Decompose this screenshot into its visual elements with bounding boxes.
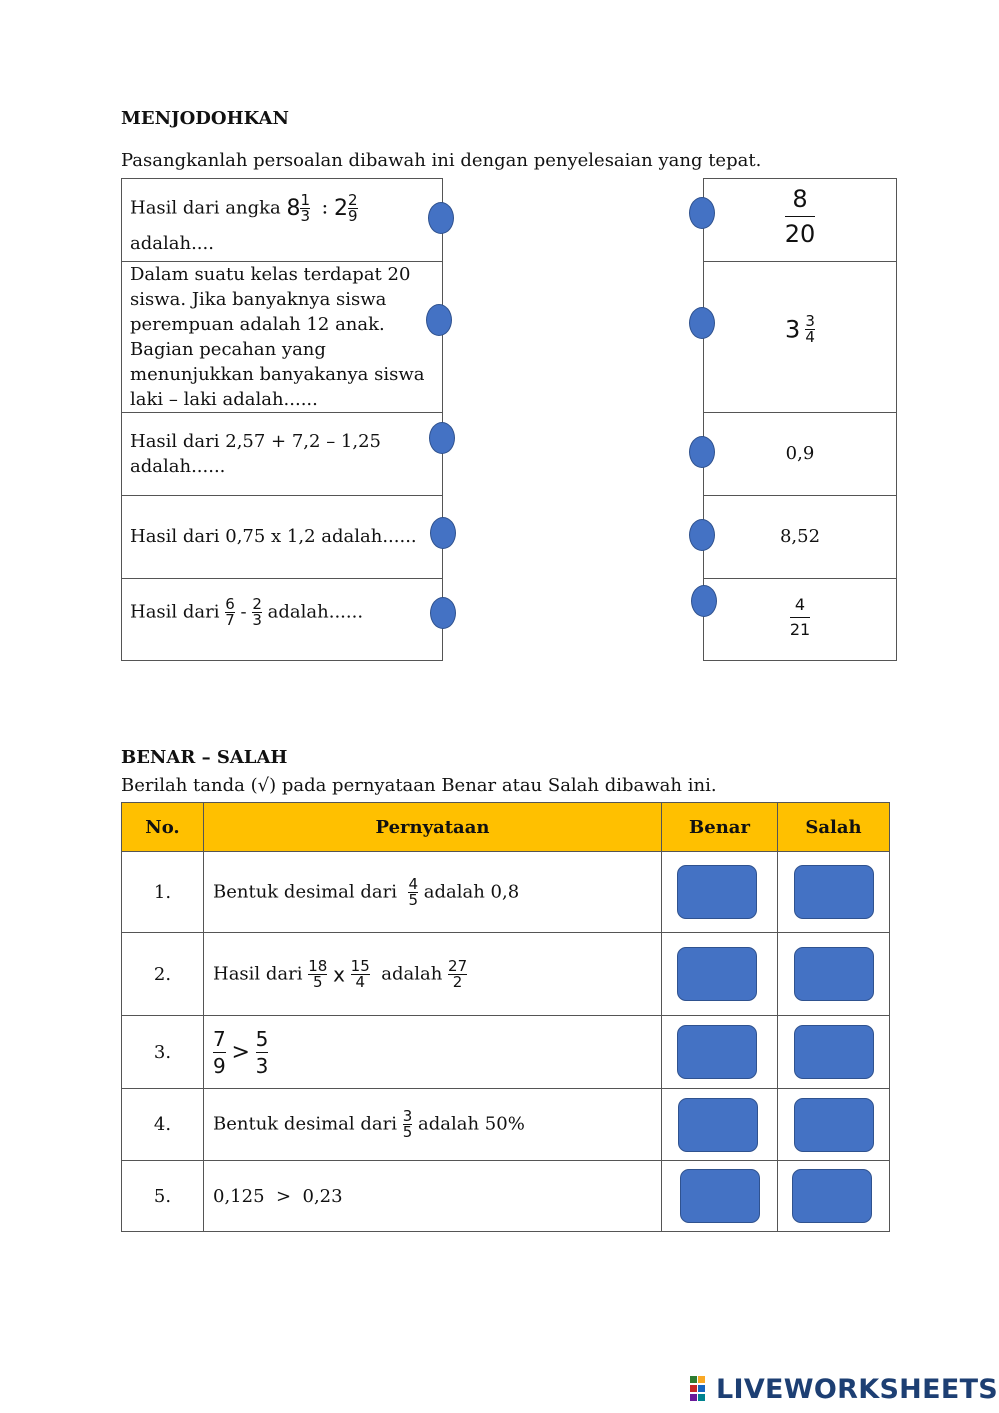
table-row [122, 1161, 890, 1232]
table-row [122, 933, 890, 1016]
header-statement: Pernyataan [204, 803, 662, 852]
question-4-text: Hasil dari 0,75 x 1,2 adalah...... [130, 526, 417, 547]
matching-instruction: Pasangkanlah persoalan dibawah ini dengan penyelesaian yang tepat. [121, 150, 762, 171]
question-5-minus: - [240, 601, 247, 623]
question-5-prefix: Hasil dari [130, 601, 220, 623]
liveworksheets-logo-icon [690, 1376, 714, 1402]
answer-box-4 [703, 495, 897, 579]
question-3-text: Hasil dari 2,57 + 7,2 – 1,25 adalah...... [130, 431, 381, 477]
question-1-prefix: Hasil dari angka [130, 197, 281, 219]
match-dot-right-2[interactable] [689, 307, 715, 339]
question-box-3 [121, 412, 443, 496]
answer-3-text: 0,9 [785, 443, 815, 464]
true-cell [662, 1089, 778, 1161]
question-5-fraction-2: $\frac{2}{3}$ [252, 595, 262, 629]
header-false: Salah [778, 803, 890, 852]
table-row [122, 1016, 890, 1089]
match-dot-left-4[interactable] [430, 517, 456, 549]
false-cell [778, 1089, 890, 1161]
row-statement: Bentuk desimal dari $\frac{4}{5}$ adalah 0,8 [204, 852, 662, 933]
row-number: 2. [122, 933, 204, 1016]
checkbox-false-1[interactable] [794, 865, 874, 919]
question-5-suffix: adalah...... [267, 601, 364, 623]
false-cell [778, 1161, 890, 1232]
question-2-text: Dalam suatu kelas terdapat 20 siswa. Jika banyaknya siswa perempuan adalah 12 anak. Bagian pecahan yang menunjukkan banyakanya siswa laki – laki adalah...... [130, 264, 425, 410]
match-dot-right-1[interactable] [689, 197, 715, 229]
row-statement: $\frac{7}{9}$ > $\frac{5}{3}$ [204, 1016, 662, 1089]
question-1-divide: : [321, 194, 329, 219]
row-number: 5. [122, 1161, 204, 1232]
true-cell [662, 852, 778, 933]
answer-2-whole: 3 [785, 315, 801, 344]
match-dot-right-4[interactable] [689, 519, 715, 551]
match-dot-left-5[interactable] [430, 597, 456, 629]
question-box-5 [121, 578, 443, 661]
question-5-fraction-1: $\frac{6}{7}$ [225, 595, 235, 629]
checkbox-true-4[interactable] [678, 1098, 758, 1152]
row-statement: 0,125 > 0,23 [204, 1161, 662, 1232]
table-header-row [122, 803, 890, 852]
question-1-suffix: adalah.... [130, 233, 214, 254]
question-1-fraction-1: $\frac{1}{3}$ [300, 191, 311, 225]
question-1-whole-2: 2 [333, 196, 348, 221]
false-cell [778, 852, 890, 933]
row-statement: Bentuk desimal dari $\frac{3}{5}$ adalah 50% [204, 1089, 662, 1161]
match-dot-left-1[interactable] [428, 202, 454, 234]
question-1-fraction-2: $\frac{2}{9}$ [347, 191, 358, 225]
true-cell [662, 933, 778, 1016]
answer-box-2 [703, 261, 897, 413]
row-number: 4. [122, 1089, 204, 1161]
match-dot-left-2[interactable] [426, 304, 452, 336]
answer-2-fraction: $\frac{3}{4}$ [805, 312, 815, 346]
question-box-4 [121, 495, 443, 579]
true-false-table [121, 802, 890, 1232]
checkbox-false-2[interactable] [794, 947, 874, 1001]
liveworksheets-brand: LIVEWORKSHEETS [716, 1374, 999, 1405]
answer-1-fraction: $\frac{8}{20}$ [784, 185, 816, 248]
checkbox-false-3[interactable] [794, 1025, 874, 1079]
question-box-1 [121, 178, 443, 262]
true-cell [662, 1016, 778, 1089]
match-dot-right-3[interactable] [689, 436, 715, 468]
section-title-matching: MENJODOHKAN [121, 108, 289, 129]
table-row [122, 852, 890, 933]
question-box-2 [121, 261, 443, 413]
checkbox-false-4[interactable] [794, 1098, 874, 1152]
false-cell [778, 933, 890, 1016]
row-number: 3. [122, 1016, 204, 1089]
answer-5-fraction: $\frac{4}{21}$ [789, 595, 811, 639]
checkbox-false-5[interactable] [792, 1169, 872, 1223]
match-dot-left-3[interactable] [429, 422, 455, 454]
answer-box-3 [703, 412, 897, 496]
answer-box-1 [703, 178, 897, 262]
header-true: Benar [662, 803, 778, 852]
checkbox-true-3[interactable] [677, 1025, 757, 1079]
row-statement: Hasil dari $\frac{18}{5}$ x $\frac{15}{4}$ adalah $\frac{27}{2}$ [204, 933, 662, 1016]
section-title-true-false: BENAR – SALAH [121, 747, 288, 768]
true-cell [662, 1161, 778, 1232]
answer-box-5 [703, 578, 897, 661]
checkbox-true-5[interactable] [680, 1169, 760, 1223]
table-row [122, 1089, 890, 1161]
false-cell [778, 1016, 890, 1089]
true-false-instruction: Berilah tanda (√) pada pernyataan Benar atau Salah dibawah ini. [121, 775, 717, 796]
row-number: 1. [122, 852, 204, 933]
checkbox-true-1[interactable] [677, 865, 757, 919]
question-1-whole-1: 8 [286, 196, 301, 221]
match-dot-right-5[interactable] [691, 585, 717, 617]
answer-4-text: 8,52 [779, 526, 821, 547]
checkbox-true-2[interactable] [677, 947, 757, 1001]
header-no: No. [122, 803, 204, 852]
